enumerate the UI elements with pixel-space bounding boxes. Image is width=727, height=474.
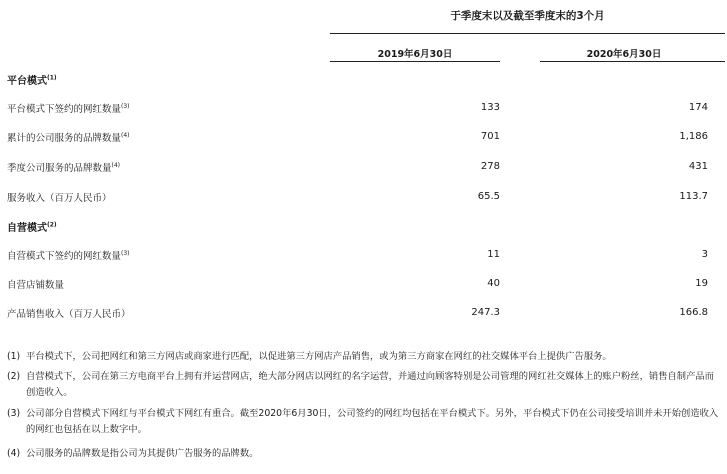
row-value-2020: 166.8 — [679, 307, 708, 318]
column-rule-2020 — [540, 61, 725, 62]
footnote — [7, 369, 719, 401]
row-label-text: 自营模式下签约的网红数量 — [7, 251, 122, 262]
row-value-2020: 19 — [695, 278, 708, 289]
header-rule — [330, 33, 725, 34]
section-title-platform — [7, 72, 57, 87]
column-header-2020: 2020年6月30日 — [586, 49, 662, 60]
footnote-text: 自营模式下，公司在第三方电商平台上拥有并运营网店，绝大部分网店以网红的名字运营，并通过向顾客特别是公司管理的网红社交媒体上的账户粉丝，销售自制产品而创造收入。 — [26, 371, 714, 398]
row-value-2020: 3 — [701, 249, 708, 260]
row-label-footnote: (3) — [121, 249, 130, 257]
row-label — [7, 248, 130, 262]
row-label-text: 服务收入（百万人民币） — [7, 193, 112, 204]
footnote-marker: (4) — [7, 448, 21, 459]
section-title-footnote: (2) — [47, 221, 57, 229]
row-value-2019: 247.3 — [471, 307, 500, 318]
column-header-2019: 2019年6月30日 — [377, 49, 453, 60]
row-value-2019: 40 — [487, 278, 500, 289]
row-value-2019: 278 — [480, 161, 500, 172]
row-label-footnote: (4) — [121, 131, 130, 139]
footnote-marker: (2) — [7, 371, 21, 382]
row-value-2020: 431 — [688, 161, 708, 172]
row-label-text: 季度公司服务的品牌数量 — [7, 163, 112, 174]
section-title-self-operated — [7, 219, 57, 234]
footnote-text: 公司服务的品牌数是指公司为其提供广告服务的品牌数。 — [26, 448, 259, 459]
section-title-text: 自营模式 — [7, 223, 47, 234]
row-label — [7, 101, 130, 115]
period-header: 于季度末以及截至季度末的3个月 — [450, 10, 605, 22]
row-label — [7, 306, 131, 320]
footnote-text: 公司部分自营模式下网红与平台模式下网红有重合。截至2020年6月30日，公司签约的网红均包括在平台模式下。另外，平台模式下仍在公司接受培训并未开始创造收入的网红也包括在以上数字中。 — [26, 408, 719, 435]
footnote-marker: (1) — [7, 351, 21, 362]
row-label-footnote: (3) — [121, 102, 130, 110]
footnote — [7, 406, 719, 438]
row-value-2020: 113.7 — [679, 191, 708, 202]
row-label-text: 自营店铺数量 — [7, 280, 65, 291]
footnote-marker: (3) — [7, 408, 21, 419]
section-title-text: 平台模式 — [7, 76, 47, 87]
row-label-text: 平台模式下签约的网红数量 — [7, 104, 122, 115]
column-rule-2019 — [330, 61, 500, 62]
row-label — [7, 160, 120, 174]
row-label-text: 产品销售收入（百万人民币） — [7, 309, 131, 320]
row-label — [7, 277, 64, 291]
footnote — [7, 446, 719, 462]
row-value-2019: 65.5 — [477, 191, 500, 202]
section-title-footnote: (1) — [47, 74, 57, 82]
footnote-text: 平台模式下，公司把网红和第三方网店或商家进行匹配，以促进第三方网店产品销售，或为第三方商家在网红的社交媒体平台上提供广告服务。 — [26, 351, 612, 362]
row-label — [7, 190, 112, 204]
row-value-2020: 174 — [688, 102, 708, 113]
row-label-text: 累计的公司服务的品牌数量 — [7, 133, 122, 144]
row-label-footnote: (4) — [111, 161, 121, 169]
row-value-2019: 701 — [480, 131, 500, 142]
row-label — [7, 130, 130, 144]
row-value-2020: 1,186 — [679, 131, 708, 142]
row-value-2019: 11 — [487, 249, 500, 260]
footnote — [7, 349, 719, 365]
row-value-2019: 133 — [480, 102, 500, 113]
